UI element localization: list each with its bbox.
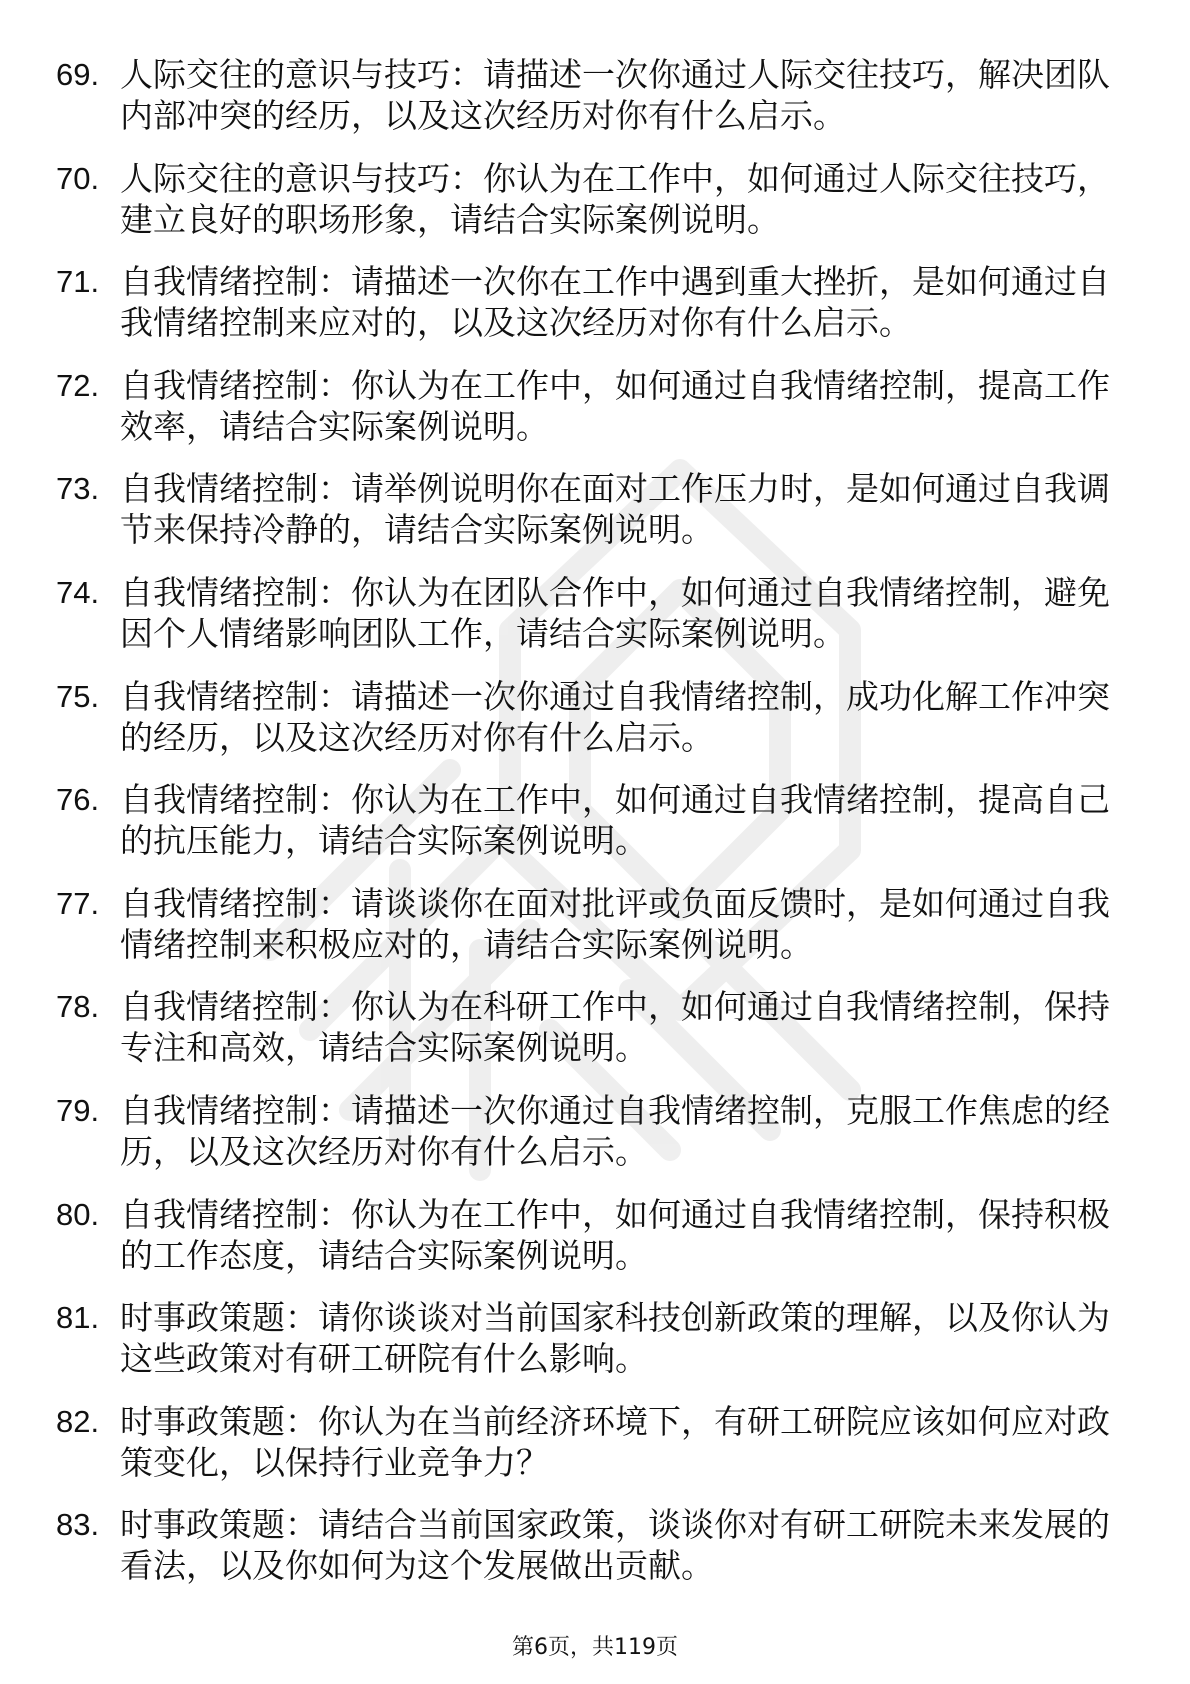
question-number: 72. [56, 367, 100, 403]
question-list [56, 54, 1116, 1608]
question-item-79 [56, 1090, 1116, 1194]
question-text: 自我情绪控制：请描述一次你通过自我情绪控制，成功化解工作冲突的经历，以及这次经历对你有什么启示。 [120, 676, 1110, 757]
question-text: 时事政策题：请你谈谈对当前国家科技创新政策的理解，以及你认为这些政策对有研工研院有什么影响。 [120, 1298, 1110, 1379]
question-item-81 [56, 1297, 1116, 1401]
question-text: 自我情绪控制：你认为在工作中，如何通过自我情绪控制，提高自己的抗压能力，请结合实际案例说明。 [120, 780, 1110, 861]
question-item-77 [56, 883, 1116, 987]
question-number: 79. [56, 1092, 100, 1128]
question-number: 71. [56, 264, 100, 300]
question-text: 人际交往的意识与技巧：你认为在工作中，如何通过人际交往技巧，建立良好的职场形象，请结合实际案例说明。 [120, 158, 1110, 239]
question-item-69 [56, 54, 1116, 158]
question-text: 自我情绪控制：请描述一次你在工作中遇到重大挫折，是如何通过自我情绪控制来应对的，以及这次经历对你有什么启示。 [120, 262, 1110, 343]
question-number: 73. [56, 471, 100, 507]
question-number: 78. [56, 989, 100, 1025]
question-item-80 [56, 1194, 1116, 1298]
question-text: 自我情绪控制：请描述一次你通过自我情绪控制，克服工作焦虑的经历，以及这次经历对你有什么启示。 [120, 1090, 1110, 1171]
question-text: 自我情绪控制：请举例说明你在面对工作压力时，是如何通过自我调节来保持冷静的，请结合实际案例说明。 [120, 469, 1110, 550]
question-number: 70. [56, 160, 100, 196]
question-item-72 [56, 365, 1116, 469]
question-item-83 [56, 1504, 1116, 1608]
question-text: 时事政策题：请结合当前国家政策，谈谈你对有研工研院未来发展的看法，以及你如何为这个发展做出贡献。 [120, 1505, 1110, 1586]
question-item-76 [56, 779, 1116, 883]
question-number: 74. [56, 574, 100, 610]
question-item-73 [56, 468, 1116, 572]
question-number: 76. [56, 782, 100, 818]
question-text: 自我情绪控制：请谈谈你在面对批评或负面反馈时，是如何通过自我情绪控制来积极应对的，请结合实际案例说明。 [120, 883, 1110, 964]
question-number: 83. [56, 1507, 100, 1543]
question-number: 82. [56, 1403, 100, 1439]
question-number: 81. [56, 1300, 100, 1336]
question-text: 自我情绪控制：你认为在科研工作中，如何通过自我情绪控制，保持专注和高效，请结合实际案例说明。 [120, 987, 1110, 1068]
question-item-70 [56, 158, 1116, 262]
question-item-75 [56, 676, 1116, 780]
question-text: 自我情绪控制：你认为在团队合作中，如何通过自我情绪控制，避免因个人情绪影响团队工作，请结合实际案例说明。 [120, 572, 1110, 653]
question-item-71 [56, 261, 1116, 365]
question-item-78 [56, 986, 1116, 1090]
question-text: 自我情绪控制：你认为在工作中，如何通过自我情绪控制，保持积极的工作态度，请结合实际案例说明。 [120, 1194, 1110, 1275]
question-text: 人际交往的意识与技巧：请描述一次你通过人际交往技巧，解决团队内部冲突的经历，以及这次经历对你有什么启示。 [120, 55, 1110, 135]
question-number: 75. [56, 678, 100, 714]
question-number: 80. [56, 1196, 100, 1232]
question-text: 时事政策题：你认为在当前经济环境下，有研工研院应该如何应对政策变化，以保持行业竞争力？ [120, 1401, 1110, 1482]
page-footer: 第6页，共119页 [512, 1635, 678, 1660]
question-number: 77. [56, 885, 100, 921]
question-item-74 [56, 572, 1116, 676]
question-text: 自我情绪控制：你认为在工作中，如何通过自我情绪控制，提高工作效率，请结合实际案例说明。 [120, 365, 1110, 446]
question-number: 69. [56, 57, 100, 92]
question-item-82 [56, 1401, 1116, 1505]
